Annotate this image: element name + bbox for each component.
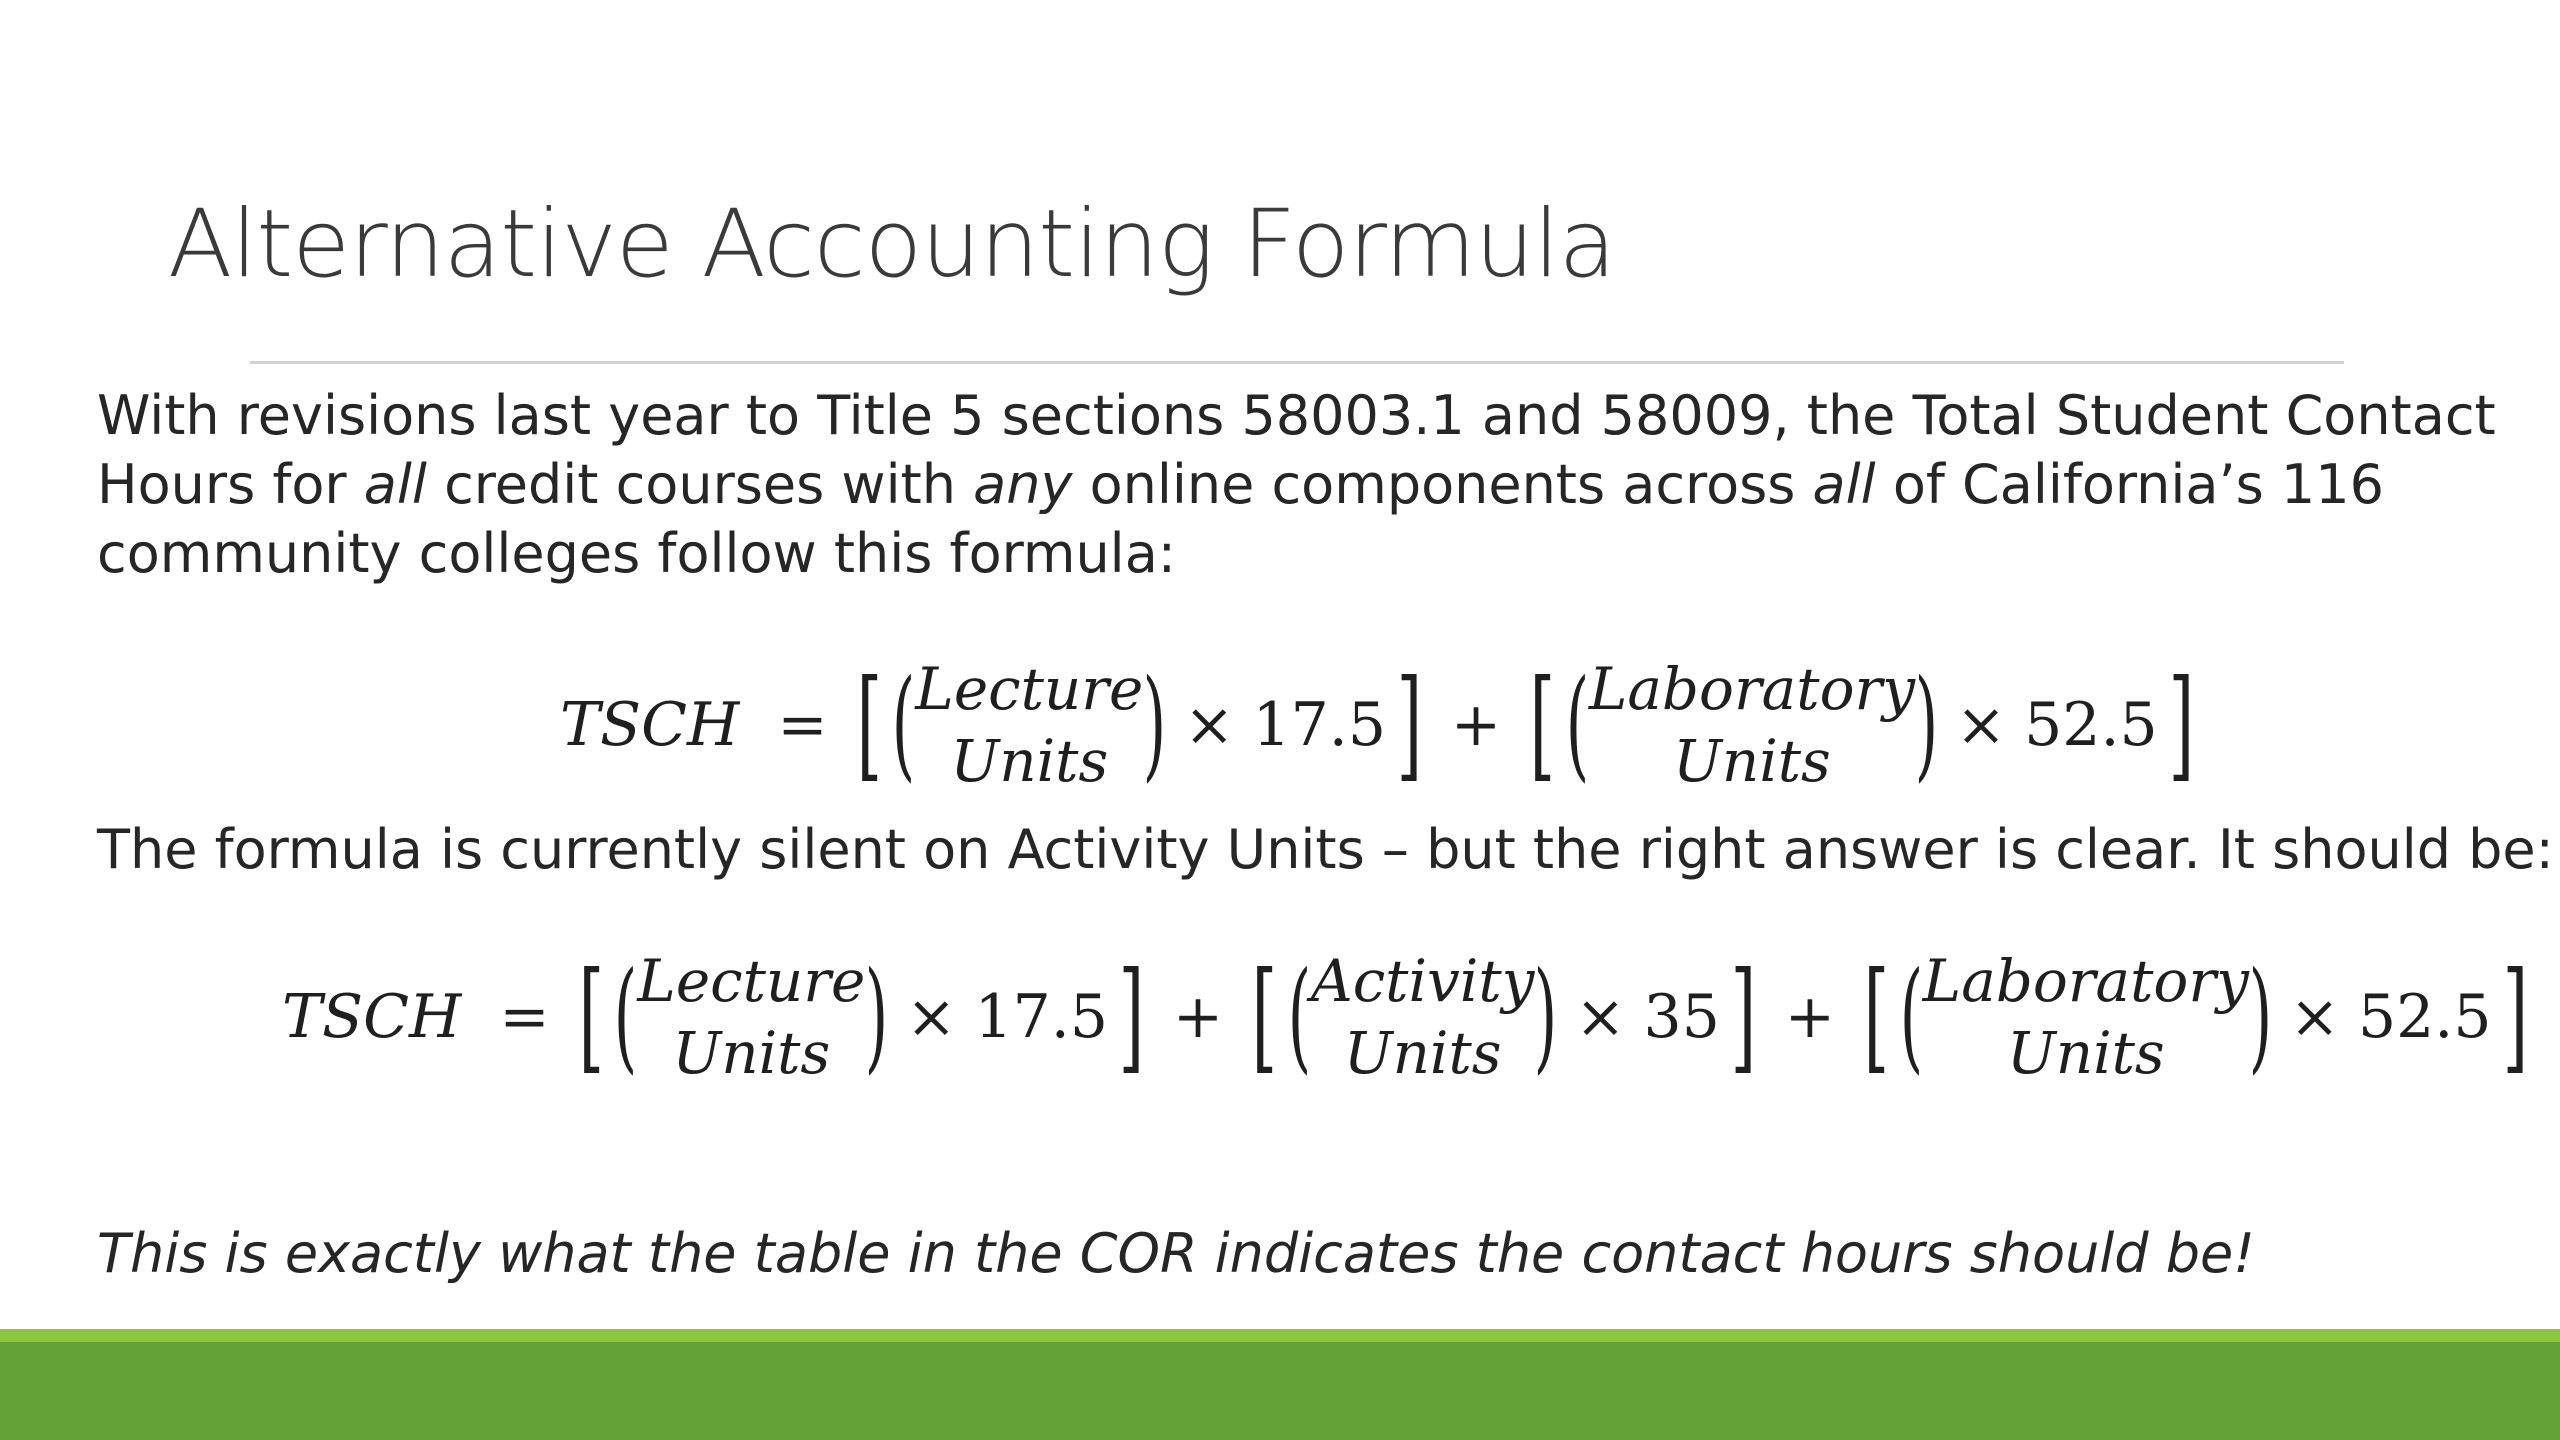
- term-top: Laboratory: [1588, 655, 1915, 723]
- formula-lhs: TSCH: [282, 982, 462, 1052]
- plus-sign: +: [1172, 982, 1224, 1052]
- lecture-factor: 17.5: [1252, 690, 1387, 760]
- intro-text: online components across: [1072, 453, 1813, 516]
- times-sign: ×: [2289, 982, 2340, 1052]
- close-bracket: ]: [1396, 655, 1423, 794]
- term-bottom: Units: [2006, 1019, 2165, 1087]
- middle-paragraph: The formula is currently silent on Activity Units – but the right answer is clear. It should be:: [97, 818, 2554, 881]
- close-paren: ): [1914, 655, 1939, 794]
- open-bracket: [: [1251, 947, 1278, 1086]
- term-top: Lecture: [637, 947, 866, 1015]
- open-bracket: [: [1863, 947, 1890, 1086]
- open-paren: (: [1287, 947, 1312, 1086]
- footer-bar: [0, 1342, 2560, 1440]
- term-bottom: Units: [950, 727, 1109, 795]
- close-paren: ): [865, 947, 889, 1086]
- equals-sign: =: [499, 982, 550, 1052]
- close-bracket: ]: [2502, 947, 2528, 1086]
- close-paren: ): [1534, 947, 1558, 1086]
- term-bottom: Units: [672, 1019, 831, 1087]
- slide-title: Alternative Accounting Formula: [168, 190, 1616, 299]
- intro-paragraph: [97, 381, 2496, 588]
- intro-text: credit courses with: [426, 453, 974, 516]
- close-paren: ): [1143, 655, 1167, 794]
- open-paren: (: [1899, 947, 1923, 1086]
- emphasis-all: all: [363, 453, 427, 516]
- lab-units-term: [1589, 653, 1915, 797]
- times-sign: ×: [1955, 690, 2007, 760]
- close-bracket: ]: [1730, 947, 1757, 1086]
- term-top: Laboratory: [1922, 947, 2249, 1015]
- intro-line-3: community colleges follow this formula:: [97, 522, 1176, 585]
- term-top: Activity: [1310, 947, 1535, 1015]
- closing-statement: This is exactly what the table in the COR indicates the contact hours should be!: [97, 1222, 2255, 1285]
- footer-accent-bar: [0, 1329, 2560, 1342]
- intro-line-1: With revisions last year to Title 5 sections 58003.1 and 58009, the Total Student Contact: [97, 384, 2496, 447]
- lecture-factor: 17.5: [974, 982, 1109, 1052]
- emphasis-all: all: [1812, 453, 1876, 516]
- formula-lhs: TSCH: [560, 690, 740, 760]
- intro-text: Hours for: [97, 453, 364, 516]
- title-divider: [250, 361, 2344, 364]
- times-sign: ×: [906, 982, 957, 1052]
- term-bottom: Units: [1672, 727, 1831, 795]
- activity-units-term: [1311, 945, 1535, 1089]
- equals-sign: =: [777, 690, 828, 760]
- open-paren: (: [892, 655, 916, 794]
- term-bottom: Units: [1343, 1019, 1502, 1087]
- plus-sign: +: [1784, 982, 1836, 1052]
- lab-factor: 52.5: [2357, 982, 2492, 1052]
- close-bracket: ]: [2168, 655, 2194, 794]
- open-paren: (: [1565, 655, 1590, 794]
- times-sign: ×: [1575, 982, 1626, 1052]
- open-paren: (: [614, 947, 638, 1086]
- formula-proposed: [282, 947, 2538, 1087]
- lab-factor: 52.5: [2024, 690, 2158, 760]
- lab-units-term: [1923, 945, 2249, 1089]
- open-bracket: [: [578, 947, 604, 1086]
- formula-current: [560, 655, 2205, 795]
- times-sign: ×: [1184, 690, 1235, 760]
- term-top: Lecture: [915, 655, 1144, 723]
- intro-line-2: [97, 450, 2496, 519]
- emphasis-any: any: [973, 453, 1073, 516]
- lecture-units-term: [915, 653, 1143, 797]
- open-bracket: [: [1529, 655, 1556, 794]
- activity-factor: 35: [1643, 982, 1720, 1052]
- close-paren: ): [2248, 947, 2272, 1086]
- intro-text: of California’s 116: [1875, 453, 2384, 516]
- lecture-units-term: [637, 945, 865, 1089]
- open-bracket: [: [856, 655, 882, 794]
- plus-sign: +: [1450, 690, 1502, 760]
- close-bracket: ]: [1118, 947, 1145, 1086]
